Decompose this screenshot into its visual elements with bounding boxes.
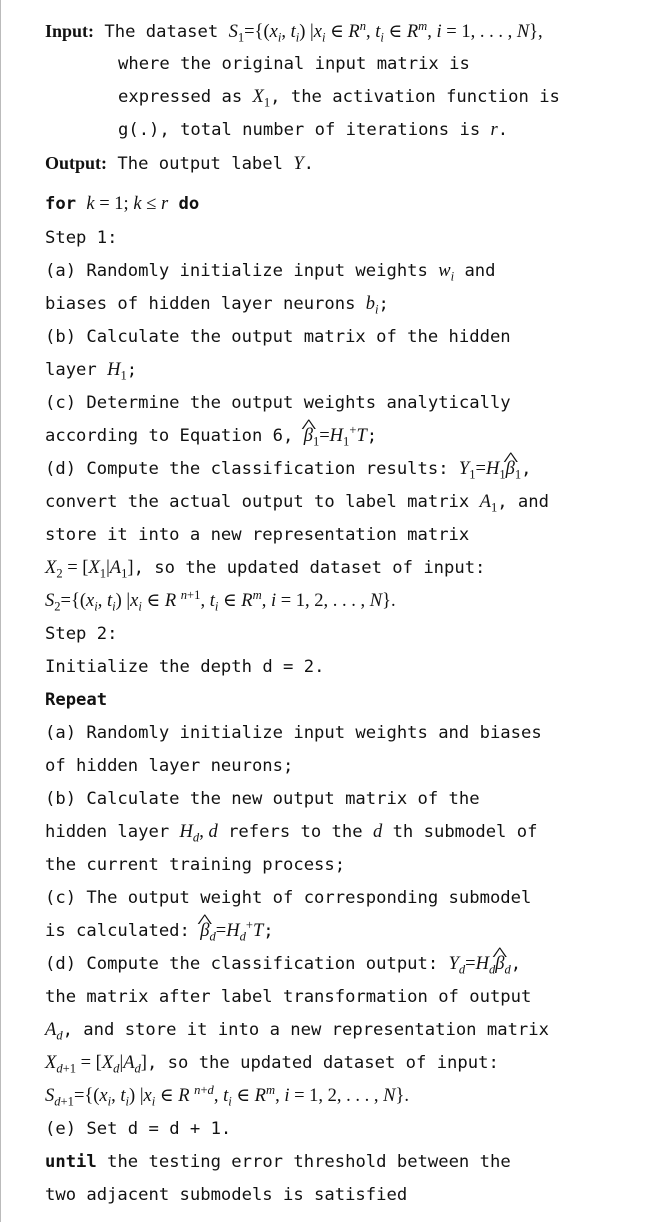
step2-d-line-2: the matrix after label transformation of output (45, 987, 532, 1007)
output-label: Output (45, 153, 102, 173)
step2-a-line-1: (a) Randomly initialize input weights and biases (45, 723, 542, 743)
output-line: Output: The output label Y. (45, 153, 314, 174)
dataset-s1: $S_1=\{(x_i$, $t_i$) $|x_i$ ∈ $R^n$, $t_i$ ∈ $R^m$, i = 1, . . . , N}, (228, 18, 543, 45)
input-label: Input (45, 21, 89, 41)
for-keyword: for (45, 194, 77, 214)
step2-b-line-2: hidden layer $H_d$, d refers to the d th submodel of (45, 822, 538, 845)
repeat-keyword: Repeat (45, 690, 108, 710)
step2-d-line-4: $X_{d+1} = [X_d|A_d]$, so the updated dataset of input: (45, 1053, 499, 1076)
dataset-s2: $S_2=\{(x_i$, $t_i$) $|x_i$ ∈ R $^{n+1}$, $t_i$ ∈ $R^m$, i = 1, 2, . . . , N}. (45, 587, 396, 614)
step2-e-line: (e) Set d = d + 1. (45, 1119, 232, 1139)
step2-a-line-2: of hidden layer neurons; (45, 756, 294, 776)
dataset-sd1: $S_{d+1}=\{(x_i$, $t_i$) $|x_i$ ∈ R $^{n+d}$, $t_i$ ∈ $R^m$, i = 1, 2, . . . , N}. (45, 1082, 410, 1109)
step1-title: Step 1: (45, 228, 118, 248)
input-line-4: g(.), total number of iterations is r. (118, 120, 509, 140)
step1-c-line-2: according to Equation 6, ^ $\beta_1=H_1^+T$; (45, 423, 377, 449)
step2-c-line-1: (c) The output weight of corresponding submodel (45, 888, 532, 908)
step1-d-line-3: store it into a new representation matrix (45, 525, 470, 545)
until-line-2: two adjacent submodels is satisfied (45, 1185, 408, 1205)
depth-update: d = d + 1. (127, 1119, 232, 1139)
for-line: for k = 1; k ≤ r do (45, 194, 200, 214)
input-text: The dataset (104, 22, 219, 42)
depth-init: d = 2. (262, 657, 325, 677)
step1-d-line-4: $X_2 = [X_1|A_1]$, so the updated dataset of input: (45, 558, 486, 581)
step1-d-line-2: convert the actual output to label matrix $A_1$, and (45, 492, 549, 515)
step1-a-line-2: biases of hidden layer neurons $b_i$; (45, 294, 389, 317)
do-keyword: do (178, 194, 200, 214)
step1-c-line-1: (c) Determine the output weights analytically (45, 393, 511, 413)
step2-d-line-3: $A_d$, and store it into a new representation matrix (45, 1020, 549, 1043)
step2-b-line-3: the current training process; (45, 855, 346, 875)
input-line: Input: The dataset $S_1=\{(x_i$, $t_i$) $|x_i$ ∈ $R^n$, $t_i$ ∈ $R^m$, i = 1, . . . , N}, (45, 18, 543, 45)
step2-title: Step 2: (45, 624, 118, 644)
input-line-2: where the original input matrix is (118, 54, 470, 74)
step2-init: Initialize the depth d = 2. (45, 657, 325, 677)
step2-b-line-1: (b) Calculate the new output matrix of the (45, 789, 480, 809)
input-line-3: expressed as $X_1$, the activation function is (118, 87, 560, 110)
step2-d-line-1: (d) Compute the classification output: $Y_d=H_d\^{}$ $\beta_d$, (45, 951, 521, 977)
step1-b-line-2: layer $H_1$; (45, 360, 138, 383)
until-keyword: until (45, 1152, 97, 1172)
step1-d-line-1: (d) Compute the classification results: $Y_1=H_1\^{}$ $\beta_1$, (45, 456, 532, 482)
step2-c-line-2: is calculated: ^ $\beta_d=H_d^+T$; (45, 918, 274, 944)
step1-b-line-1: (b) Calculate the output matrix of the hidden (45, 327, 511, 347)
step1-a-line-1: (a) Randomly initialize input weights $w_i$ and (45, 261, 496, 284)
until-line: until the testing error threshold between the (45, 1152, 511, 1172)
